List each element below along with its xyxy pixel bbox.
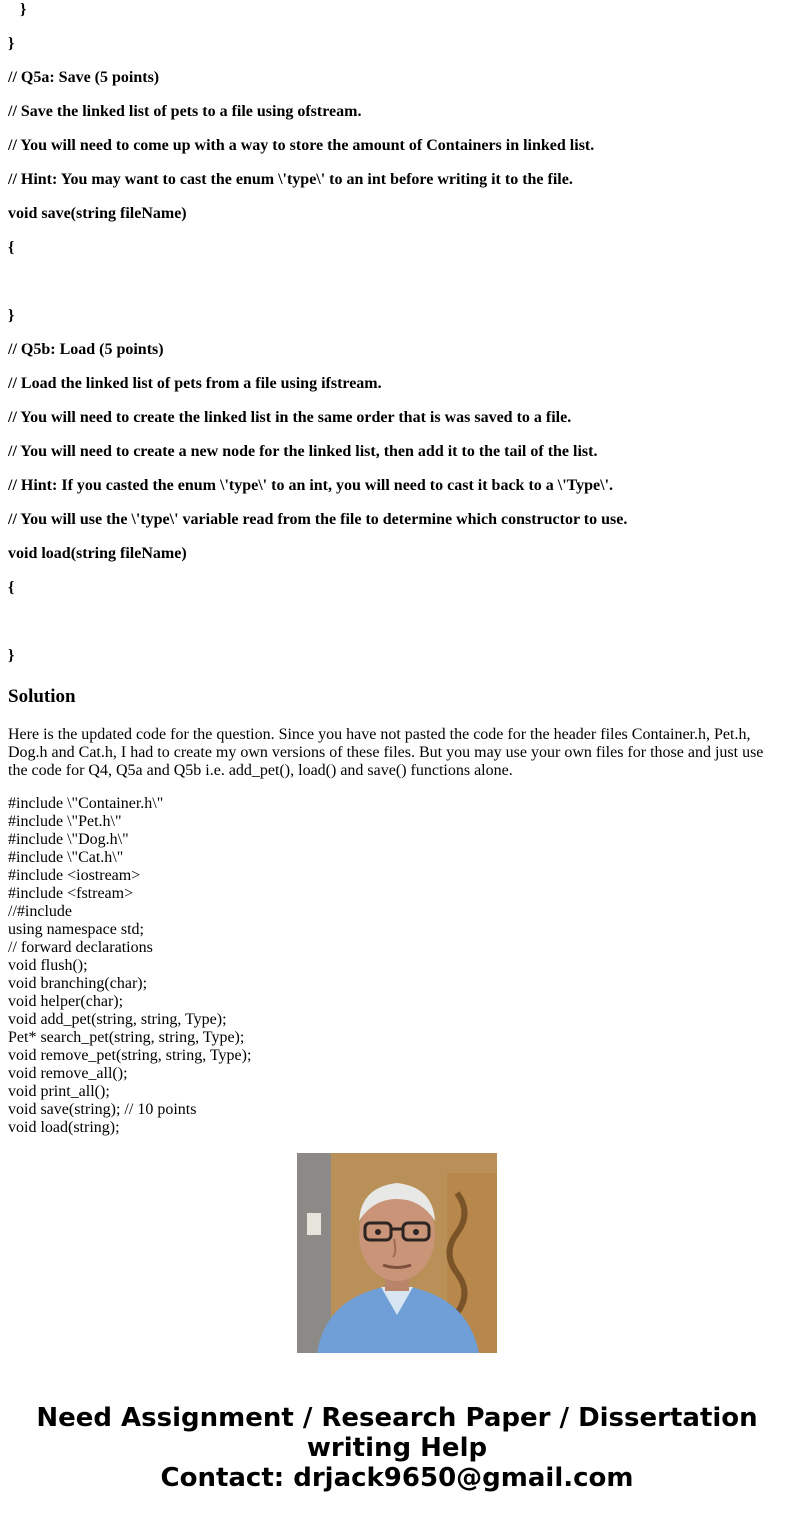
code-line-close-brace-indented: } [8, 1, 27, 18]
avatar [297, 1153, 497, 1353]
code-include-pet: #include \"Pet.h\" [8, 813, 122, 830]
save-signature: void save(string fileName) [8, 205, 187, 222]
code-include-iostream: #include <iostream> [8, 867, 141, 884]
code-comment-forward-decl: // forward declarations [8, 939, 153, 956]
load-open-brace: { [8, 579, 15, 596]
solution-heading: Solution [8, 686, 76, 707]
banner-line-2: writing Help [306, 1433, 488, 1463]
solution-code-block [8, 795, 778, 1136]
comment-q5b-constructor: // You will use the \'type\' variable read from the file to determine which constructor to use. [8, 511, 628, 528]
comment-q5b-title: // Q5b: Load (5 points) [8, 341, 164, 358]
code-line-close-brace: } [8, 35, 15, 52]
load-signature: void load(string fileName) [8, 545, 187, 562]
code-decl-search-pet: Pet* search_pet(string, string, Type); [8, 1029, 245, 1046]
code-include-fstream: #include <fstream> [8, 885, 134, 902]
code-decl-branching: void branching(char); [8, 975, 148, 992]
code-decl-remove-pet: void remove_pet(string, string, Type); [8, 1047, 252, 1064]
solution-intro: Here is the updated code for the question. Since you have not pasted the code for the header files Container.h, Pet.h, Dog.h and Cat.h, I had to create my own versions of these files. But you may use your own files for those and just use the code for Q4, Q5a and Q5b i.e. add_pet(), load() and save() functions alone. [8, 726, 764, 779]
comment-q5a-containers: // You will need to come up with a way to store the amount of Containers in linked list. [8, 137, 595, 154]
banner-line-1: Need Assignment / Research Paper / Dissertation [36, 1403, 758, 1433]
code-include-container: #include \"Container.h\" [8, 795, 164, 812]
code-decl-add-pet: void add_pet(string, string, Type); [8, 1011, 227, 1028]
code-include-cat: #include \"Cat.h\" [8, 849, 124, 866]
code-include-dog: #include \"Dog.h\" [8, 831, 129, 848]
code-decl-print-all: void print_all(); [8, 1083, 110, 1100]
contact-banner [0, 1403, 794, 1493]
comment-q5a-title: // Q5a: Save (5 points) [8, 69, 160, 86]
code-decl-helper: void helper(char); [8, 993, 124, 1010]
comment-q5b-order: // You will need to create the linked list in the same order that is was saved to a file. [8, 409, 572, 426]
comment-q5b-node: // You will need to create a new node for the linked list, then add it to the tail of the list. [8, 443, 598, 460]
banner-contact-line: Contact: drjack9650@gmail.com [160, 1463, 634, 1493]
comment-q5b-hint: // Hint: If you casted the enum \'type\' to an int, you will need to cast it back to a \'Type\'. [8, 477, 614, 494]
code-using-namespace: using namespace std; [8, 921, 144, 938]
code-decl-remove-all: void remove_all(); [8, 1065, 128, 1082]
code-decl-save: void save(string); // 10 points [8, 1101, 197, 1118]
code-decl-load: void load(string); [8, 1119, 120, 1136]
comment-q5b-desc: // Load the linked list of pets from a file using ifstream. [8, 375, 382, 392]
comment-q5a-hint: // Hint: You may want to cast the enum \'type\' to an int before writing it to the file. [8, 171, 573, 188]
load-close-brace: } [8, 647, 15, 664]
save-close-brace: } [8, 307, 15, 324]
code-decl-flush: void flush(); [8, 957, 88, 974]
code-include-commented: //#include [8, 903, 72, 920]
comment-q5a-desc: // Save the linked list of pets to a file using ofstream. [8, 103, 362, 120]
person-portrait-icon [297, 1153, 497, 1353]
save-open-brace: { [8, 239, 15, 256]
